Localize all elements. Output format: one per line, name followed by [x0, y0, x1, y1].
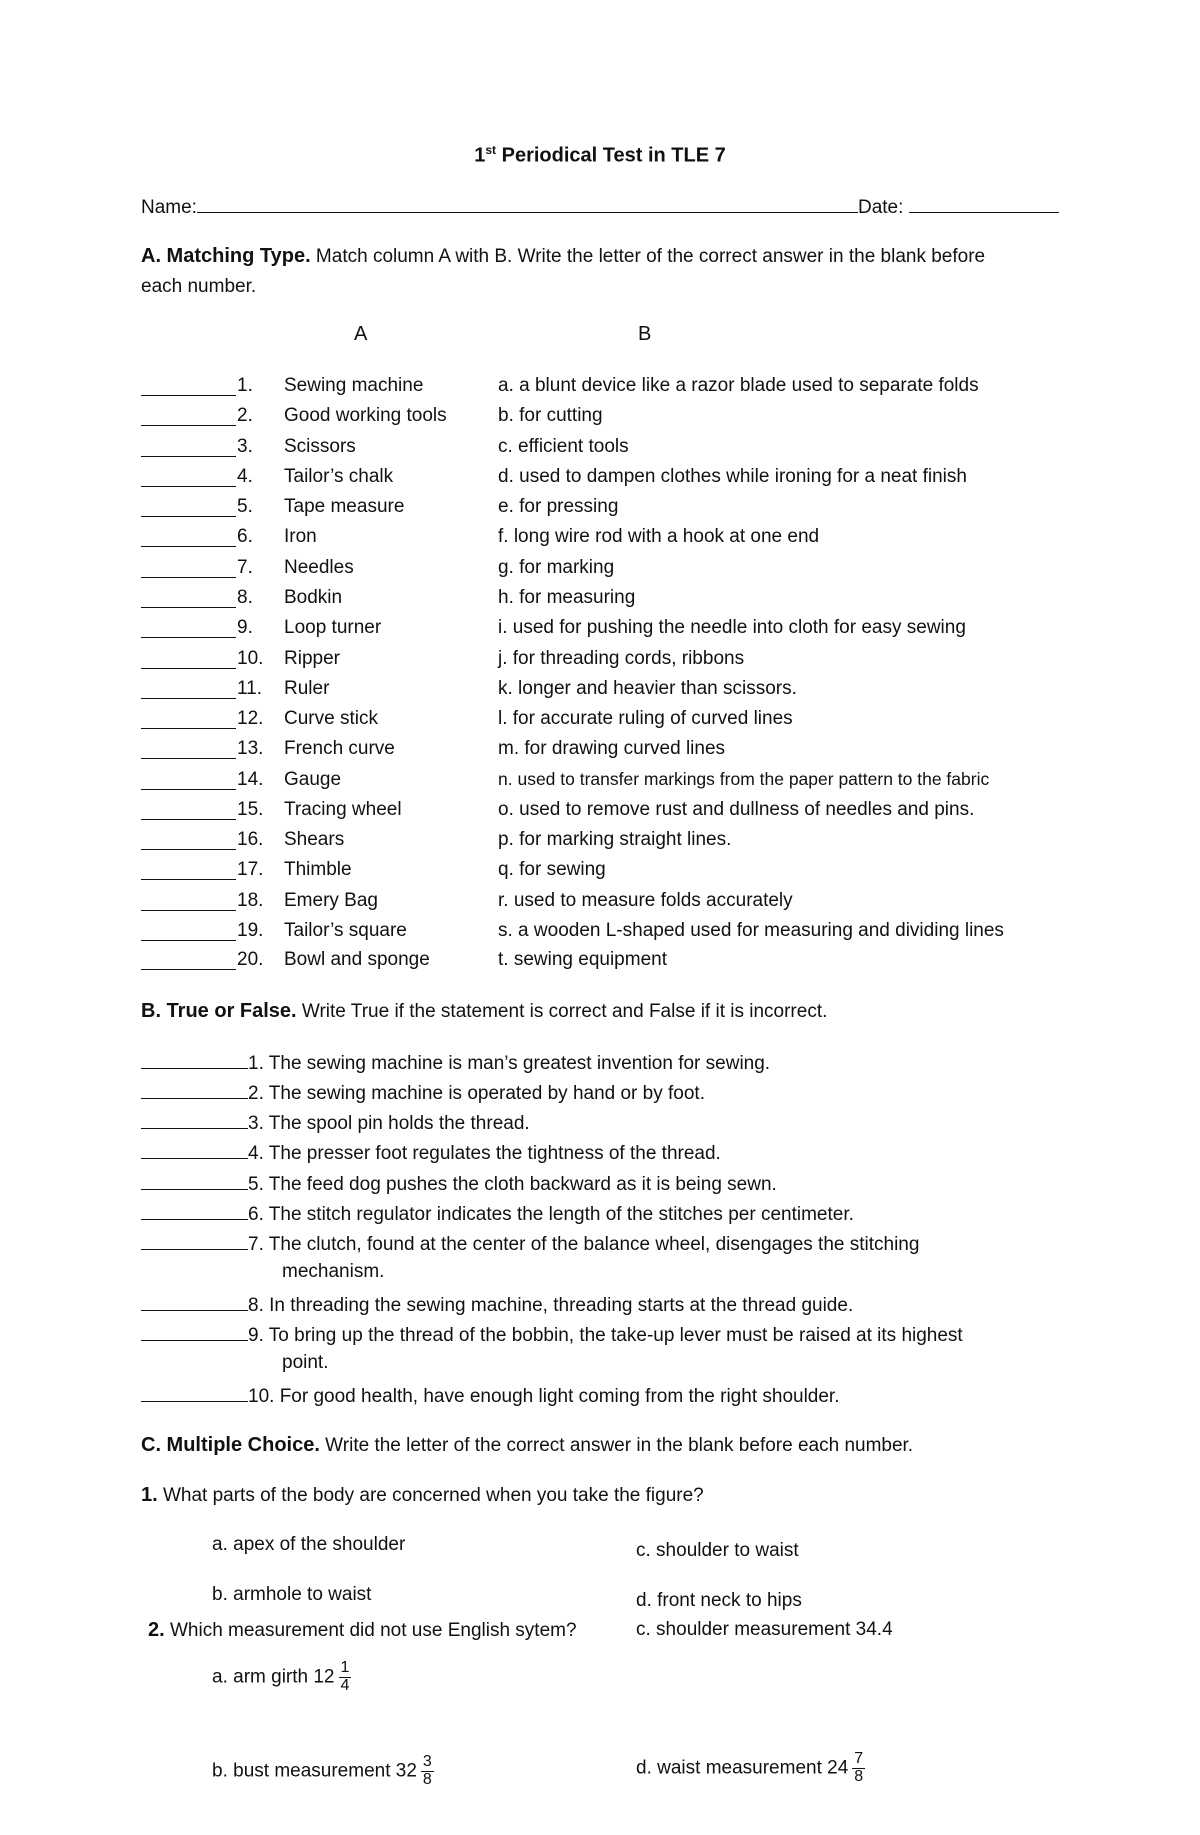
section-b-instruction-text: Write True if the statement is correct and False if it is incorrect. [296, 1001, 828, 1022]
item-number: 10. [237, 648, 264, 669]
section-b-instruction [141, 1000, 827, 1023]
column-a-item: Thimble [284, 859, 352, 880]
answer-blank[interactable] [141, 557, 236, 578]
fraction-numerator: 3 [422, 1753, 432, 1770]
column-a-item: Tailor’s chalk [284, 466, 394, 487]
true-false-item [141, 1383, 1141, 1408]
column-a-item: Bodkin [284, 587, 343, 608]
matching-row [141, 617, 1141, 643]
statement-continuation: point. [282, 1352, 329, 1373]
section-a-instruction-text: Match column A with B. Write the letter of the correct answer in the blank before [310, 246, 986, 267]
column-b-definition: k. longer and heavier than scissors. [498, 678, 797, 699]
answer-blank[interactable] [141, 496, 236, 517]
statement-text: 7. The clutch, found at the center of the balance wheel, disengages the stitching [248, 1234, 920, 1255]
matching-row [141, 678, 1141, 704]
true-false-item [141, 1080, 1141, 1105]
column-a-item: French curve [284, 738, 395, 759]
q2-option-d[interactable] [636, 1751, 865, 1786]
column-b-definition: a. a blunt device like a razor blade used to separate folds [498, 375, 979, 396]
answer-blank[interactable] [141, 405, 236, 426]
section-c-heading: C. Multiple Choice. [141, 1434, 320, 1456]
q1-option-d[interactable]: d. front neck to hips [636, 1590, 802, 1611]
statement-text: 2. The sewing machine is operated by hand or by foot. [248, 1083, 705, 1104]
column-b-definition: c. efficient tools [498, 436, 629, 457]
section-c-instruction-text: Write the letter of the correct answer in the blank before each number. [319, 1435, 914, 1456]
true-false-item [141, 1292, 1141, 1317]
q2-option-b-fraction [421, 1754, 434, 1789]
item-number: 2. [237, 405, 253, 426]
item-number: 18. [237, 890, 264, 911]
column-b-definition: p. for marking straight lines. [498, 829, 732, 850]
question-1-number: 1. [141, 1484, 158, 1506]
question-1-text: What parts of the body are concerned when you take the figure? [157, 1485, 704, 1506]
answer-blank[interactable] [141, 949, 236, 970]
column-a-item: Emery Bag [284, 890, 378, 911]
statement-text: 5. The feed dog pushes the cloth backward as it is being sewn. [248, 1174, 777, 1195]
section-c-instruction [141, 1434, 913, 1457]
column-b-definition: l. for accurate ruling of curved lines [498, 708, 793, 729]
matching-row [141, 829, 1141, 855]
section-a-heading: A. Matching Type. [141, 245, 311, 267]
item-number: 11. [237, 678, 263, 699]
q2-option-a[interactable] [212, 1660, 351, 1695]
answer-blank[interactable] [141, 859, 236, 880]
statement-text: 6. The stitch regulator indicates the length of the stitches per centimeter. [248, 1204, 854, 1225]
answer-blank[interactable] [141, 1080, 248, 1099]
column-b-definition: i. used for pushing the needle into cloth for easy sewing [498, 617, 966, 638]
q2-option-d-text: d. waist measurement 24 [636, 1757, 849, 1779]
q2-option-c[interactable]: c. shoulder measurement 34.4 [636, 1619, 893, 1640]
column-a-item: Bowl and sponge [284, 949, 430, 970]
column-b-definition: j. for threading cords, ribbons [498, 648, 745, 669]
item-number: 20. [237, 949, 264, 970]
matching-row [141, 466, 1141, 492]
date-label: Date: [857, 197, 904, 218]
item-number: 14. [237, 769, 264, 790]
column-a-header: A [354, 323, 368, 345]
column-a-item: Ripper [284, 648, 340, 669]
matching-row [141, 949, 1141, 975]
item-number: 19. [237, 920, 264, 941]
item-number: 5. [237, 496, 253, 517]
answer-blank[interactable] [141, 890, 236, 911]
answer-blank[interactable] [141, 678, 236, 699]
statement-text: 8. In threading the sewing machine, threading starts at the thread guide. [248, 1295, 854, 1316]
item-number: 15. [237, 799, 264, 820]
q2-option-d-fraction [852, 1751, 865, 1786]
answer-blank[interactable] [141, 829, 236, 850]
column-b-definition: e. for pressing [498, 496, 619, 517]
item-number: 6. [237, 526, 253, 547]
matching-row [141, 859, 1141, 885]
answer-blank[interactable] [141, 1201, 248, 1220]
column-a-item: Needles [284, 557, 354, 578]
date-blank[interactable] [909, 196, 1059, 213]
answer-blank[interactable] [141, 1171, 248, 1190]
question-2 [148, 1619, 577, 1642]
answer-blank[interactable] [141, 799, 236, 820]
answer-blank[interactable] [141, 375, 236, 396]
question-2-text: Which measurement did not use English sytem? [164, 1620, 577, 1641]
statement-text: 3. The spool pin holds the thread. [248, 1113, 530, 1134]
name-blank[interactable] [197, 196, 858, 213]
item-number: 9. [237, 617, 253, 638]
column-b-header: B [638, 323, 652, 345]
q2-option-b-text: b. bust measurement 32 [212, 1760, 417, 1782]
answer-blank[interactable] [141, 526, 236, 547]
q2-option-a-fraction [339, 1660, 352, 1695]
item-number: 12. [237, 708, 264, 729]
column-a-item: Gauge [284, 769, 342, 790]
q1-option-a[interactable]: a. apex of the shoulder [212, 1534, 406, 1555]
column-b-definition: h. for measuring [498, 587, 636, 608]
fraction-denominator: 8 [422, 1770, 432, 1788]
title-superscript: st [485, 143, 497, 157]
true-false-item [141, 1201, 1141, 1226]
title-text: Periodical Test in TLE 7 [496, 144, 726, 167]
column-a-item: Scissors [284, 436, 356, 457]
matching-row [141, 799, 1141, 825]
column-b-definition: t. sewing equipment [498, 949, 667, 970]
question-1 [141, 1484, 704, 1507]
column-a-item: Loop turner [284, 617, 382, 638]
answer-blank[interactable] [141, 920, 236, 941]
matching-row [141, 648, 1141, 674]
q2-option-a-text: a. arm girth 12 [212, 1666, 335, 1688]
item-number: 8. [237, 587, 253, 608]
matching-row [141, 890, 1141, 916]
true-false-item [141, 1050, 1141, 1075]
statement-text: 4. The presser foot regulates the tightness of the thread. [248, 1143, 721, 1164]
column-b-definition: g. for marking [498, 557, 615, 578]
section-a-instruction [141, 245, 985, 268]
statement-text: 1. The sewing machine is man’s greatest invention for sewing. [248, 1053, 771, 1074]
statement-text: 10. For good health, have enough light coming from the right shoulder. [248, 1386, 840, 1407]
true-false-item [141, 1110, 1141, 1135]
answer-blank[interactable] [141, 1383, 248, 1402]
answer-blank[interactable] [141, 587, 236, 608]
column-a-item: Tape measure [284, 496, 405, 517]
fraction-numerator: 1 [340, 1659, 350, 1676]
matching-row [141, 920, 1141, 946]
answer-blank[interactable] [141, 1231, 248, 1250]
column-a-item: Ruler [284, 678, 330, 699]
column-a-item: Shears [284, 829, 345, 850]
question-2-number: 2. [148, 1619, 165, 1641]
matching-row [141, 375, 1141, 401]
item-number: 17. [237, 859, 264, 880]
column-a-item: Good working tools [284, 405, 447, 426]
answer-blank[interactable] [141, 1292, 248, 1311]
item-number: 4. [237, 466, 253, 487]
q1-option-c[interactable]: c. shoulder to waist [636, 1540, 799, 1561]
matching-row [141, 436, 1141, 462]
column-b-definition: m. for drawing curved lines [498, 738, 726, 759]
column-b-definition: r. used to measure folds accurately [498, 890, 793, 911]
answer-blank[interactable] [141, 1140, 248, 1159]
item-number: 3. [237, 436, 253, 457]
fraction-numerator: 7 [854, 1750, 864, 1767]
answer-blank[interactable] [141, 466, 236, 487]
statement-continuation: mechanism. [282, 1261, 385, 1282]
title-number: 1 [474, 144, 486, 167]
column-b-definition: n. used to transfer markings from the paper pattern to the fabric [498, 769, 990, 789]
column-a-item: Iron [284, 526, 317, 547]
answer-blank[interactable] [141, 1110, 248, 1129]
answer-blank[interactable] [141, 738, 236, 759]
true-false-item [141, 1171, 1141, 1196]
q1-option-b[interactable]: b. armhole to waist [212, 1584, 372, 1605]
answer-blank[interactable] [141, 1050, 248, 1069]
item-number: 13. [237, 738, 264, 759]
matching-row [141, 496, 1141, 522]
column-b-definition: q. for sewing [498, 859, 606, 880]
matching-row [141, 738, 1141, 764]
column-a-item: Curve stick [284, 708, 378, 729]
item-number: 16. [237, 829, 264, 850]
true-false-item [141, 1231, 1141, 1256]
column-b-definition: b. for cutting [498, 405, 603, 426]
matching-row [141, 708, 1141, 734]
true-false-item [141, 1140, 1141, 1165]
column-b-definition: f. long wire rod with a hook at one end [498, 526, 820, 547]
column-b-definition: d. used to dampen clothes while ironing for a neat finish [498, 466, 967, 487]
true-false-item [141, 1322, 1141, 1347]
matching-row [141, 405, 1141, 431]
item-number: 7. [237, 557, 253, 578]
column-a-item: Tracing wheel [284, 799, 402, 820]
name-label: Name: [141, 197, 197, 218]
section-b-heading: B. True or False. [141, 1000, 297, 1022]
column-b-definition: s. a wooden L-shaped used for measuring and dividing lines [498, 920, 1004, 941]
q2-option-b[interactable] [212, 1754, 434, 1789]
answer-blank[interactable] [141, 769, 236, 790]
page-title [0, 143, 1200, 168]
answer-blank[interactable] [141, 617, 236, 638]
answer-blank[interactable] [141, 648, 236, 669]
answer-blank[interactable] [141, 436, 236, 457]
matching-row [141, 769, 1141, 795]
name-line [141, 196, 1059, 219]
answer-blank[interactable] [141, 1322, 248, 1341]
matching-row [141, 526, 1141, 552]
item-number: 1. [237, 375, 253, 396]
column-b-definition: o. used to remove rust and dullness of needles and pins. [498, 799, 975, 820]
matching-row [141, 557, 1141, 583]
answer-blank[interactable] [141, 708, 236, 729]
section-a-instruction-cont: each number. [141, 276, 257, 297]
fraction-denominator: 8 [854, 1767, 864, 1785]
statement-text: 9. To bring up the thread of the bobbin, the take-up lever must be raised at its highest [248, 1325, 963, 1346]
column-a-item: Tailor’s square [284, 920, 407, 941]
fraction-denominator: 4 [340, 1676, 350, 1694]
column-a-item: Sewing machine [284, 375, 424, 396]
matching-row [141, 587, 1141, 613]
